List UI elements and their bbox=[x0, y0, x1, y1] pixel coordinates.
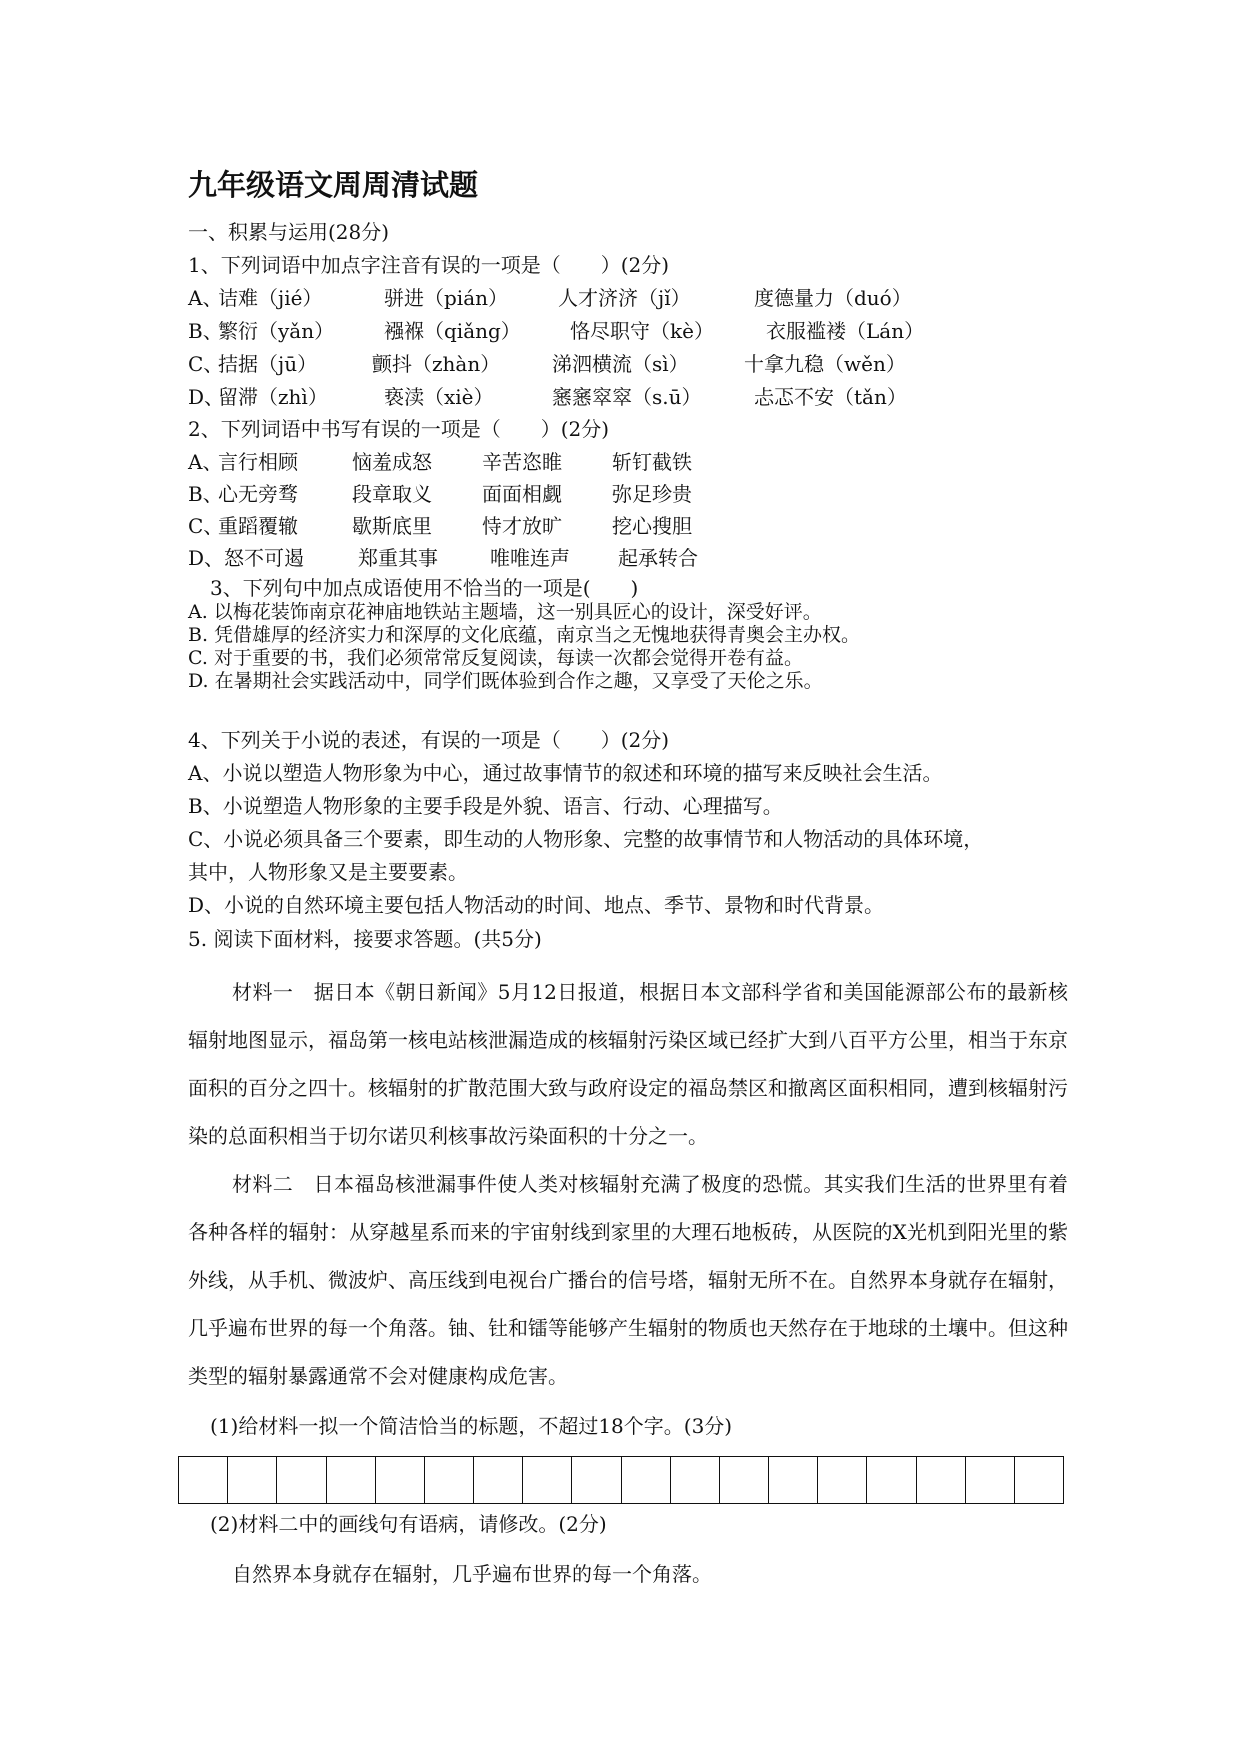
option-item: 面面相觑 bbox=[482, 482, 562, 506]
answer-box[interactable] bbox=[818, 1457, 867, 1503]
question-5-stem: 5. 阅读下面材料，接要求答题。(共5分) bbox=[188, 927, 542, 951]
answer-box[interactable] bbox=[622, 1457, 671, 1503]
option-item: 挖心搜胆 bbox=[612, 514, 692, 538]
option-item: 襁褓（qiǎng） bbox=[384, 319, 521, 343]
option-item: 拮据（jū） bbox=[218, 352, 318, 376]
material-one: 材料一 据日本《朝日新闻》5月12日报道，根据日本文部科学省和美国能源部公布的最新核辐射地图显示，福岛第一核电站核泄漏造成的核辐射污染区域已经扩大到八百平方公里，相当于东京面积的百分之四十。核辐射的扩散范围大致与政府设定的福岛禁区和撤离区面积相同，遭到核辐射污染的总面积相当于切尔诺贝利核事故污染面积的十分之一。 bbox=[188, 980, 1068, 1148]
option-item: 亵渎（xiè） bbox=[384, 385, 494, 409]
option-item: 郑重其事 bbox=[358, 546, 438, 570]
answer-box[interactable] bbox=[523, 1457, 572, 1503]
answer-box[interactable] bbox=[228, 1457, 277, 1503]
answer-box[interactable] bbox=[376, 1457, 425, 1503]
option-item: 斩钉截铁 bbox=[612, 450, 692, 474]
question-1-stem: 1、下列词语中加点字注音有误的一项是（ ）(2分) bbox=[188, 253, 670, 277]
option-item: 诘难（jié） bbox=[218, 286, 323, 310]
option-item: 歇斯底里 bbox=[352, 514, 432, 538]
option-item: 颤抖（zhàn） bbox=[372, 352, 501, 376]
question-5-sub-2: (2)材料二中的画线句有语病，请修改。(2分) bbox=[210, 1512, 607, 1536]
answer-box[interactable] bbox=[277, 1457, 326, 1503]
answer-box[interactable] bbox=[474, 1457, 523, 1503]
option-item: 度德量力（duó） bbox=[754, 286, 912, 310]
option-label: A、 bbox=[188, 286, 223, 310]
answer-box[interactable] bbox=[1015, 1457, 1063, 1503]
option-item: 言行相顾 bbox=[218, 450, 298, 474]
option-item: 重蹈覆辙 bbox=[218, 514, 298, 538]
option-label: B、 bbox=[188, 482, 223, 506]
option-item: 段章取义 bbox=[352, 482, 432, 506]
option-item: 衣服褴褛（Lán） bbox=[766, 319, 925, 343]
option-item: 留滞（zhì） bbox=[218, 385, 328, 409]
option-item: 骈进（pián） bbox=[384, 286, 509, 310]
option-item: 恃才放旷 bbox=[482, 514, 562, 538]
question-4-option-d: D、小说的自然环境主要包括人物活动的时间、地点、季节、景物和时代背景。 bbox=[188, 893, 885, 917]
option-label: C、 bbox=[188, 352, 224, 376]
question-3-option-a: A. 以梅花装饰南京花神庙地铁站主题墙，这一别具匠心的设计，深受好评。 bbox=[188, 601, 822, 623]
option-item: 人才济济（jǐ） bbox=[558, 286, 691, 310]
question-5-sub-1: (1)给材料一拟一个简洁恰当的标题，不超过18个字。(3分) bbox=[210, 1414, 733, 1438]
option-item: 怒不可遏 bbox=[224, 546, 304, 570]
option-item: 辛苦恣睢 bbox=[482, 450, 562, 474]
option-label: D、 bbox=[188, 385, 225, 409]
option-item: 繁衍（yǎn） bbox=[218, 319, 335, 343]
question-4-option-c-cont: 其中，人物形象又是主要要素。 bbox=[188, 860, 468, 884]
option-label: B、 bbox=[188, 319, 223, 343]
question-4-option-a: A、小说以塑造人物形象为中心，通过故事情节的叙述和环境的描写来反映社会生活。 bbox=[188, 761, 943, 785]
section-heading: 一、积累与运用(28分) bbox=[188, 220, 390, 244]
option-item: 窸窸窣窣（s.ū） bbox=[552, 385, 702, 409]
option-label: D、 bbox=[188, 546, 225, 570]
question-4-option-c: C、小说必须具备三个要素，即生动的人物形象、完整的故事情节和人物活动的具体环境， bbox=[188, 827, 984, 851]
page-title: 九年级语文周周清试题 bbox=[188, 168, 479, 202]
answer-box[interactable] bbox=[425, 1457, 474, 1503]
option-item: 心无旁骛 bbox=[218, 482, 298, 506]
question-3-stem: 3、下列句中加点成语使用不恰当的一项是( ) bbox=[210, 576, 639, 600]
question-3-option-c: C. 对于重要的书，我们必须常常反复阅读，每读一次都会觉得开卷有益。 bbox=[188, 647, 803, 669]
answer-box[interactable] bbox=[671, 1457, 720, 1503]
question-4-option-b: B、小说塑造人物形象的主要手段是外貌、语言、行动、心理描写。 bbox=[188, 794, 783, 818]
error-sentence: 自然界本身就存在辐射，几乎遍布世界的每一个角落。 bbox=[232, 1562, 712, 1586]
option-item: 涕泗横流（sì） bbox=[552, 352, 689, 376]
option-item: 起承转合 bbox=[618, 546, 698, 570]
option-item: 恪尽职守（kè） bbox=[570, 319, 714, 343]
answer-box[interactable] bbox=[917, 1457, 966, 1503]
answer-box[interactable] bbox=[179, 1457, 228, 1503]
option-item: 恼羞成怒 bbox=[352, 450, 432, 474]
answer-grid[interactable] bbox=[178, 1456, 1064, 1504]
material-two: 材料二 日本福岛核泄漏事件使人类对核辐射充满了极度的恐慌。其实我们生活的世界里有着各种各样的辐射：从穿越星系而来的宇宙射线到家里的大理石地板砖，从医院的X光机到阳光里的紫外线，从手机、微波炉、高压线到电视台广播台的信号塔，辐射无所不在。自然界本身就存在辐射，几乎遍布世界的每一个角落。铀、钍和镭等能够产生辐射的物质也天然存在于地球的土壤中。但这种类型的辐射暴露通常不会对健康构成危害。 bbox=[188, 1172, 1068, 1388]
answer-box[interactable] bbox=[769, 1457, 818, 1503]
option-item: 忐忑不安（tǎn） bbox=[754, 385, 907, 409]
option-label: C、 bbox=[188, 514, 224, 538]
question-2-stem: 2、下列词语中书写有误的一项是（ ）(2分) bbox=[188, 417, 610, 441]
question-3-option-b: B. 凭借雄厚的经济实力和深厚的文化底蕴，南京当之无愧地获得青奥会主办权。 bbox=[188, 624, 861, 646]
answer-box[interactable] bbox=[867, 1457, 916, 1503]
option-label: A、 bbox=[188, 450, 223, 474]
question-4-stem: 4、下列关于小说的表述，有误的一项是（ ）(2分) bbox=[188, 728, 670, 752]
option-item: 弥足珍贵 bbox=[612, 482, 692, 506]
question-3-option-d: D. 在暑期社会实践活动中，同学们既体验到合作之趣，又享受了天伦之乐。 bbox=[188, 670, 823, 692]
answer-box[interactable] bbox=[327, 1457, 376, 1503]
answer-box[interactable] bbox=[572, 1457, 621, 1503]
option-item: 唯唯连声 bbox=[490, 546, 570, 570]
option-item: 十拿九稳（wěn） bbox=[744, 352, 906, 376]
answer-box[interactable] bbox=[720, 1457, 769, 1503]
answer-box[interactable] bbox=[966, 1457, 1015, 1503]
